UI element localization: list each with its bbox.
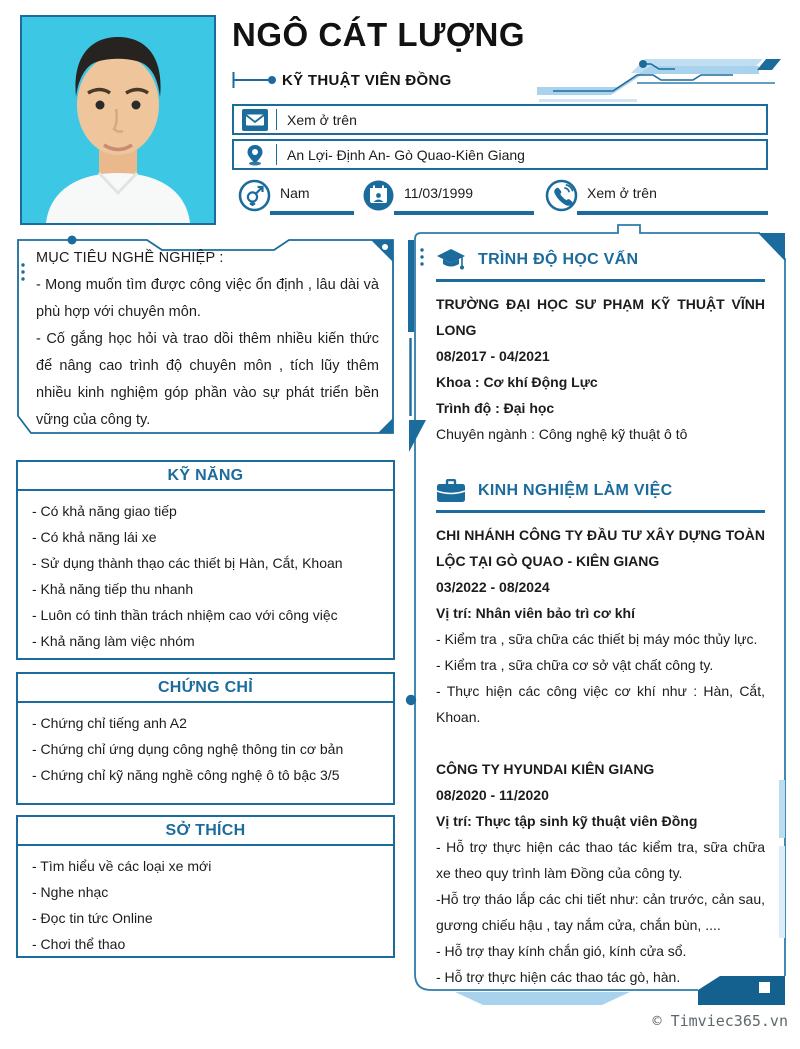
skills-list <box>16 491 395 660</box>
right-column <box>408 232 785 1005</box>
objective-title: MỤC TIÊU NGHỀ NGHIỆP : <box>36 250 224 266</box>
company-name: CÔNG TY HYUNDAI KIÊN GIANG <box>436 761 655 777</box>
divider <box>276 109 277 130</box>
experience-title: KINH NGHIỆM LÀM VIỆC <box>478 482 673 499</box>
job-position: Vị trí: Thực tập sinh kỹ thuật viên Đồng <box>436 813 698 829</box>
dob-value: 11/03/1999 <box>404 185 474 201</box>
skills-title: KỸ NĂNG <box>16 460 395 491</box>
address-value: An Lợi- Định An- Gò Quao-Kiên Giang <box>287 146 525 163</box>
job-period: 03/2022 - 08/2024 <box>436 579 550 595</box>
line-dot-decor-icon <box>232 70 278 90</box>
gender-value: Nam <box>280 185 310 201</box>
email-value: Xem ở trên <box>287 111 357 128</box>
education-degree: Trình độ : Đại học <box>436 400 555 416</box>
candidate-name: NGÔ CÁT LƯỢNG <box>232 16 526 53</box>
phone-handset-icon <box>545 179 578 212</box>
job-duty: - Hỗ trợ thực hiện các thao tác gò, hàn. <box>436 969 681 985</box>
list-item: - Luôn có tinh thần trách nhiệm cao với công việc <box>32 607 338 623</box>
graduation-cap-icon <box>436 248 466 272</box>
envelope-icon <box>242 109 268 131</box>
education-faculty: Khoa : Cơ khí Động Lực <box>436 374 598 390</box>
list-item: - Sử dụng thành thạo các thiết bị Hàn, Cắt, Khoan <box>32 555 343 571</box>
list-item: - Chứng chỉ kỹ năng nghề công nghệ ô tô bậc 3/5 <box>32 767 340 783</box>
list-item: - Đọc tin tức Online <box>32 910 153 926</box>
list-item: - Khả năng tiếp thu nhanh <box>32 581 194 597</box>
list-item: - Nghe nhạc <box>32 884 109 900</box>
gender-field <box>238 179 354 215</box>
phone-field <box>545 179 768 215</box>
briefcase-icon <box>436 479 466 503</box>
phone-value: Xem ở trên <box>587 185 657 201</box>
avatar <box>22 17 214 223</box>
dob-field <box>362 179 534 215</box>
calendar-icon <box>362 179 395 212</box>
profile-photo <box>20 15 216 225</box>
job-position: Vị trí: Nhân viên bảo trì cơ khí <box>436 605 635 621</box>
education-period: 08/2017 - 04/2021 <box>436 348 550 364</box>
job-duty: - Hỗ trợ thực hiện các thao tác kiểm tra, sữa chữa xe theo quy trình làm Đồng của công ty. <box>436 839 765 881</box>
education-header <box>436 248 765 282</box>
hobbies-title: SỞ THÍCH <box>16 815 395 846</box>
divider <box>276 144 277 165</box>
job-duty: - Hỗ trợ thay kính chắn gió, kính cửa sổ. <box>436 943 687 959</box>
job-title: KỸ THUẬT VIÊN ĐỒNG <box>282 71 452 89</box>
certificates-list <box>16 703 395 805</box>
job-period: 08/2020 - 11/2020 <box>436 787 549 803</box>
objective-section <box>16 232 395 438</box>
circuit-decoration-icon <box>525 53 787 105</box>
job-entry <box>436 522 765 730</box>
address-row <box>232 139 768 170</box>
objective-paragraph: - Cố gắng học hỏi và trao dồi thêm nhiều kiến thức để nâng cao trình độ chuyên môn , tích lũy thêm nhiều kinh nghiệm góp phần vào sự phát triển bền vững của công ty. <box>36 331 379 428</box>
list-item: - Chứng chỉ ứng dụng công nghệ thông tin cơ bản <box>32 741 344 757</box>
education-title: TRÌNH ĐỘ HỌC VẤN <box>478 251 639 268</box>
school-name: TRƯỜNG ĐẠI HỌC SƯ PHẠM KỸ THUẬT VĨNH LONG <box>436 296 765 338</box>
watermark: © Timviec365.vn <box>652 1012 788 1030</box>
underline <box>577 211 768 215</box>
job-duty: - Thực hiện các công việc cơ khí như : Hàn, Cắt, Khoan. <box>436 683 765 725</box>
list-item: - Khả năng làm việc nhóm <box>32 633 195 649</box>
job-duty: - Kiểm tra , sữa chữa cơ sở vật chất công ty. <box>436 657 714 673</box>
hobbies-list <box>16 846 395 958</box>
list-item: - Có khả năng lái xe <box>32 529 157 545</box>
gender-symbol-icon <box>238 179 271 212</box>
certificates-title: CHỨNG CHỈ <box>16 672 395 703</box>
company-name: CHI NHÁNH CÔNG TY ĐẦU TƯ XÂY DỰNG TOÀN LỘC TẠI GÒ QUAO - KIÊN GIANG <box>436 527 765 569</box>
map-pin-icon <box>242 144 268 166</box>
list-item: - Chơi thể thao <box>32 936 126 952</box>
email-row <box>232 104 768 135</box>
education-block <box>436 291 765 447</box>
list-item: - Chứng chỉ tiếng anh A2 <box>32 715 187 731</box>
job-duty: - Kiểm tra , sữa chữa các thiết bị máy móc thủy lực. <box>436 631 758 647</box>
underline <box>394 211 534 215</box>
objective-paragraph: - Mong muốn tìm được công việc ổn định , lâu dài và phù hợp với chuyên môn. <box>36 277 379 320</box>
job-duty: -Hỗ trợ tháo lắp các chi tiết như: cản trước, cản sau, gương chiếu hậu , tay nắm cửa, chắn bùn, .... <box>436 891 765 933</box>
experience-header <box>436 479 765 513</box>
list-item: - Tìm hiểu về các loại xe mới <box>32 858 212 874</box>
education-major: Chuyên ngành : Công nghệ kỹ thuật ô tô <box>436 426 688 442</box>
job-title-row <box>232 70 452 90</box>
list-item: - Có khả năng giao tiếp <box>32 503 177 519</box>
underline <box>270 211 354 215</box>
job-entry <box>436 756 765 990</box>
